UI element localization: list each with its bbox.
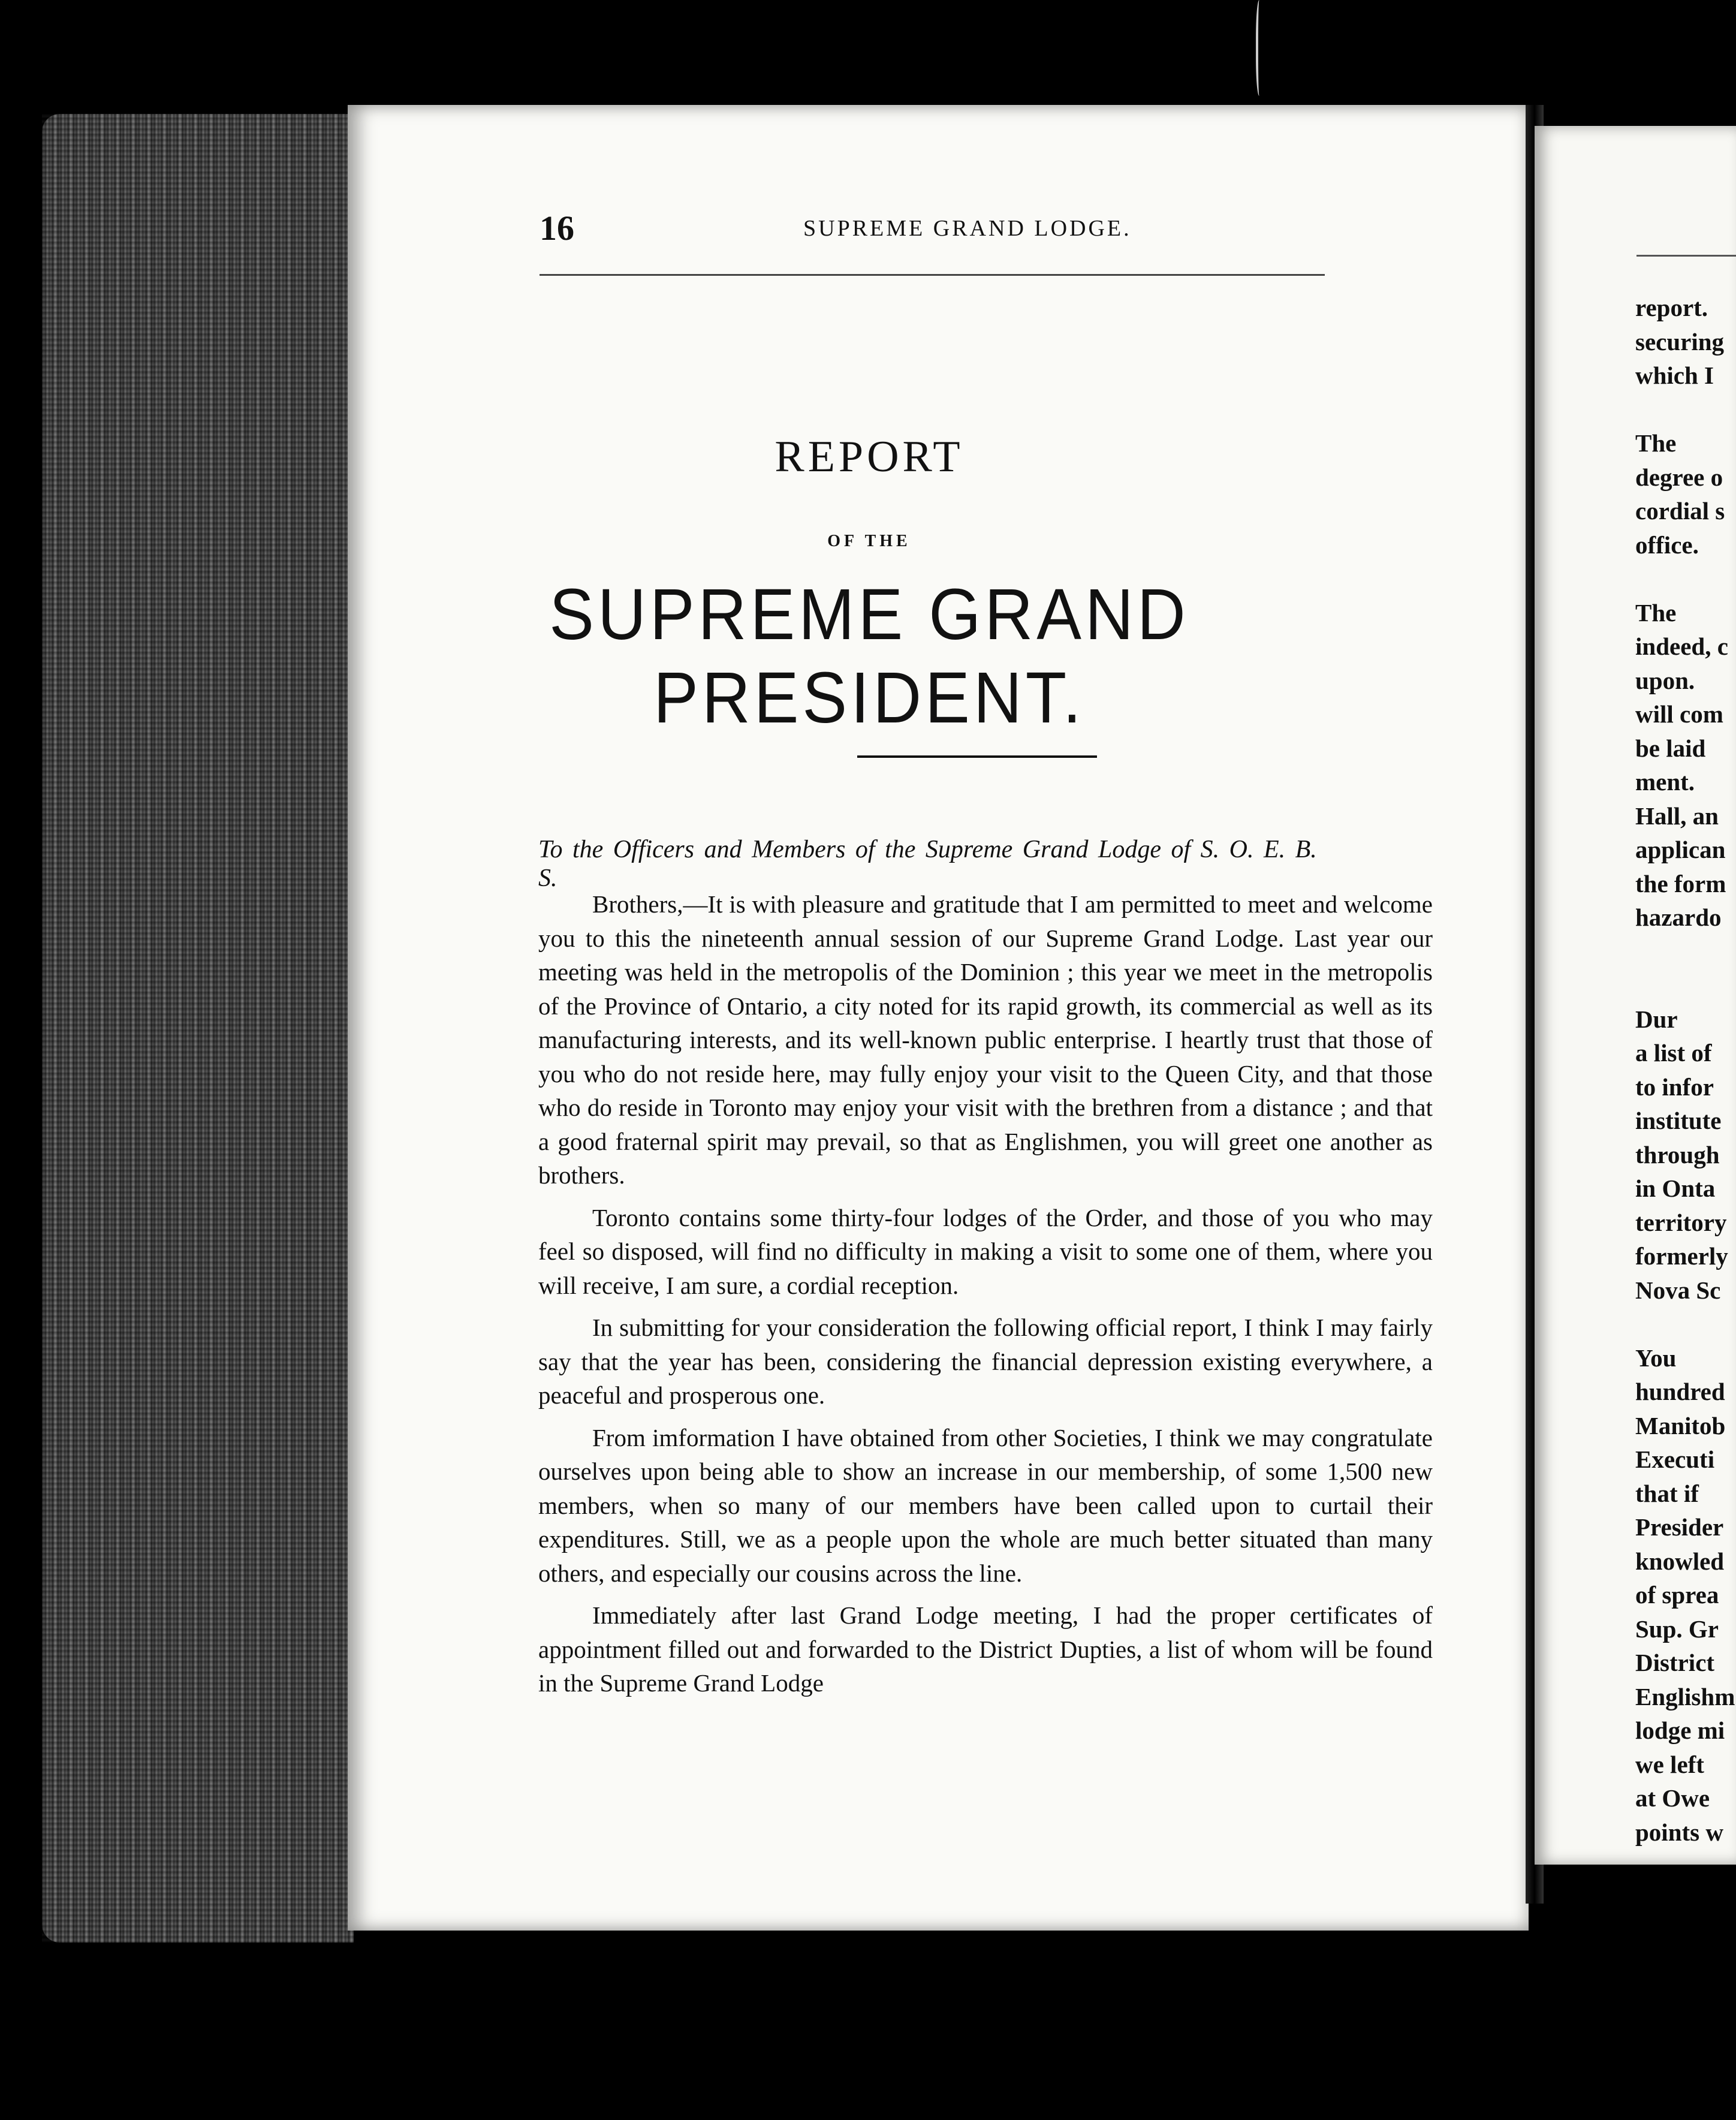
right-page-line: ment. [1635,768,1695,796]
paragraph: Toronto contains some thirty-four lodges of the Order, and those of you who may feel so disposed, will find no difficulty in making a visit to some one of them, where you will receive, I am sure, a cordial reception. [538,1203,1433,1299]
right-page-line: Nova Sc [1635,1276,1721,1304]
right-page-line: the form [1635,869,1726,898]
right-page-line: office. [1635,531,1699,559]
right-page-line: formerly [1635,1242,1728,1270]
right-page-line: The [1635,429,1677,457]
right-page-line [1635,968,1736,1002]
right-page [1535,126,1736,1865]
right-page-line: points w [1635,1818,1723,1846]
right-page-line: cordial s [1635,497,1725,525]
right-page-line: applican [1635,836,1726,863]
book-page-edge [42,114,354,1943]
right-page-line: You [1635,1344,1677,1372]
right-page-line: Englishm [1635,1682,1735,1711]
paragraph: From imformation I have obtained from other Societies, I think we may congratulate ourselves upon being able to show an increase in our membership, of some 1,500 new members, when so many of our members have been called upon to curtail their expenditures. Still, we as a people upon the whole are much better situated than many others, and especially our cousins across the line. [538,1423,1433,1587]
right-page-text [1635,291,1736,1849]
right-page-line: that if [1635,1479,1699,1507]
right-page-line: will com [1635,700,1723,728]
right-page-line: Hall, an [1635,802,1719,830]
right-page-line: to infor [1635,1073,1714,1101]
right-page-line: securing [1635,327,1725,356]
title-of-the: OF THE [827,532,911,550]
right-page-line: lodge mi [1635,1717,1725,1744]
running-head [540,208,1277,256]
right-page-line: institute [1635,1107,1722,1134]
right-page-line: territory [1635,1208,1727,1236]
right-page-line: we left [1635,1750,1704,1778]
right-page-line: hazardo [1635,904,1722,931]
title-main: SUPREME GRAND PRESIDENT. [549,573,1189,739]
paragraph: In submitting for your consideration the following official report, I think I may fairly say that the year has been, considering the financial depression existing everywhere, a peaceful and prosperous one. [538,1314,1433,1409]
right-page-line [1635,562,1736,596]
right-page-line: District [1635,1649,1715,1676]
right-page-line: indeed, c [1635,633,1728,660]
right-page-line: which I [1635,362,1714,389]
right-page-line: report. [1635,294,1708,321]
running-title: SUPREME GRAND LODGE. [803,216,1132,241]
salutation: To the Officers and Members of the Supreme Grand Lodge of S. O. E. B. S. [538,836,1317,892]
right-page-line: Sup. Gr [1635,1615,1719,1643]
paragraph: Brothers,—It is with pleasure and gratitude that I am permitted to meet and welcome you to this the nineteenth annual session of our Supreme Grand Lodge. Last year our meeting was held in the metropolis of the Dominion ; this year we meet in the metropolis of the Province of Ontario, a city noted for its rapid growth, its commercial as well as its manufacturing interests, and its well-known public enterprise. I heartly trust that those of you who do not reside here, may fully enjoy your visit to the Queen City, and that those who do reside in Toronto may enjoy your visit with the brethren from a distance ; and that a good fraternal spirit may prevail, so that as Englishmen, you will greet one another as brothers. [538,890,1433,1189]
right-page-line: Executi [1635,1446,1715,1473]
right-page-line: hundred [1635,1378,1725,1405]
page-number: 16 [540,209,574,248]
right-page-line: degree o [1635,463,1723,491]
right-page-line: of sprea [1635,1581,1719,1609]
right-page-line: be laid [1635,734,1706,762]
right-page-line: upon. [1635,666,1695,694]
right-page-line: a list of [1635,1039,1712,1067]
right-page-line [1635,393,1736,427]
right-page-line: Presider [1635,1513,1724,1541]
body-text [538,887,1433,1709]
paragraph: Immediately after last Grand Lodge meeting, I had the proper certificates of appointment filled out and forwarded to the District Dupties, a list of whom will be found in the Supreme Grand Lodge [538,1601,1433,1697]
header-rule [540,274,1325,276]
title-report: REPORT [774,432,964,481]
right-page-line: in Onta [1635,1175,1716,1202]
right-page-line: at Owe [1635,1784,1710,1812]
right-header-rule [1636,255,1736,257]
binding-thread [1256,0,1264,96]
right-page-line: Dur [1635,1005,1678,1033]
right-page-line [1635,1307,1736,1341]
title-rule [857,755,1097,758]
right-page-line: Manitob [1635,1411,1726,1440]
right-page-line: through [1635,1140,1720,1169]
left-page [348,105,1529,1931]
right-page-line: knowled [1635,1547,1725,1575]
right-page-line [1635,935,1736,969]
right-page-line: The [1635,598,1677,627]
